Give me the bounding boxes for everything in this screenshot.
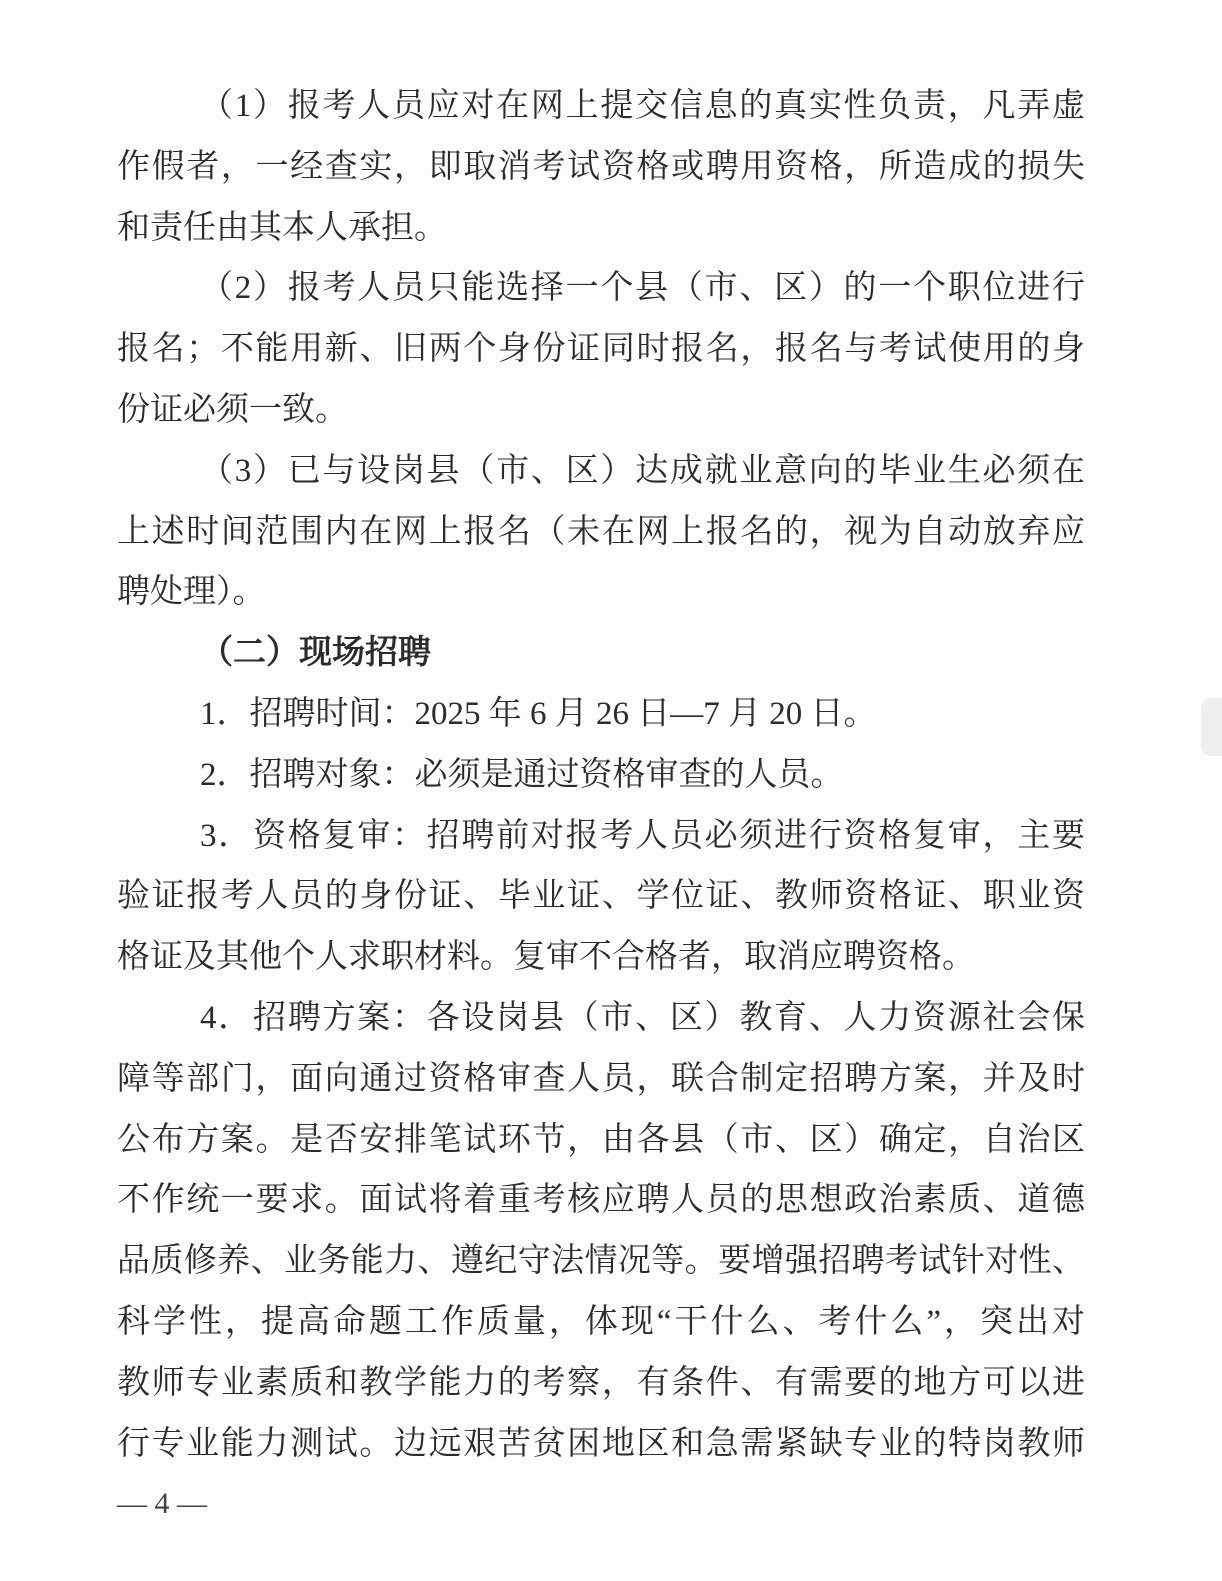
text-line: 聘处理）。	[117, 574, 266, 611]
text-line: 和责任由其本人承担。	[117, 209, 447, 246]
text-line: 格证及其他个人求职材料。复审不合格者，取消应聘资格。	[117, 939, 975, 976]
text-line: 障等部门，面向通过资格审查人员，联合制定招聘方案，并及时	[117, 1060, 1085, 1097]
text-line: 不作统一要求。面试将着重考核应聘人员的思想政治素质、道德	[117, 1182, 1085, 1219]
text-line: 1．招聘时间：2025 年 6 月 26 日—7 月 20 日。	[200, 695, 877, 732]
text-line: 上述时间范围内在网上报名（未在网上报名的，视为自动放弃应	[117, 513, 1085, 550]
text-line: 科学性，提高命题工作质量，体现“干什么、考什么”，突出对	[117, 1303, 1085, 1340]
text-line: （1）报考人员应对在网上提交信息的真实性负责，凡弄虚	[200, 88, 1085, 124]
scrollbar-thumb[interactable]	[1201, 698, 1222, 756]
text-line: （3）已与设岗县（市、区）达成就业意向的毕业生必须在	[200, 452, 1085, 489]
text-line: 3．资格复审：招聘前对报考人员必须进行资格复审，主要	[200, 817, 1085, 854]
text-line: 4．招聘方案：各设岗县（市、区）教育、人力资源社会保	[200, 999, 1085, 1036]
text-line: 作假者，一经查实，即取消考试资格或聘用资格，所造成的损失	[117, 148, 1085, 185]
text-line: 验证报考人员的身份证、毕业证、学位证、教师资格证、职业资	[117, 878, 1085, 915]
text-column	[117, 76, 1085, 1474]
text-line: 报名；不能用新、旧两个身份证同时报名，报名与考试使用的身	[117, 331, 1085, 368]
page-number: — 4 —	[117, 1487, 207, 1520]
text-line: 品质修养、业务能力、遵纪守法情况等。要增强招聘考试针对性、	[117, 1243, 1085, 1280]
text-line: 教师专业素质和教学能力的考察，有条件、有需要的地方可以进	[117, 1364, 1085, 1401]
text-line: （2）报考人员只能选择一个县（市、区）的一个职位进行	[200, 270, 1085, 307]
section-heading: （二）现场招聘	[200, 635, 431, 672]
text-line: 份证必须一致。	[117, 391, 348, 428]
text-line: 行专业能力测试。边远艰苦贫困地区和急需紧缺专业的特岗教师	[117, 1425, 1085, 1462]
text-line: 公布方案。是否安排笔试环节，由各县（市、区）确定，自治区	[117, 1121, 1085, 1158]
text-line: 2．招聘对象：必须是通过资格审查的人员。	[200, 756, 844, 793]
